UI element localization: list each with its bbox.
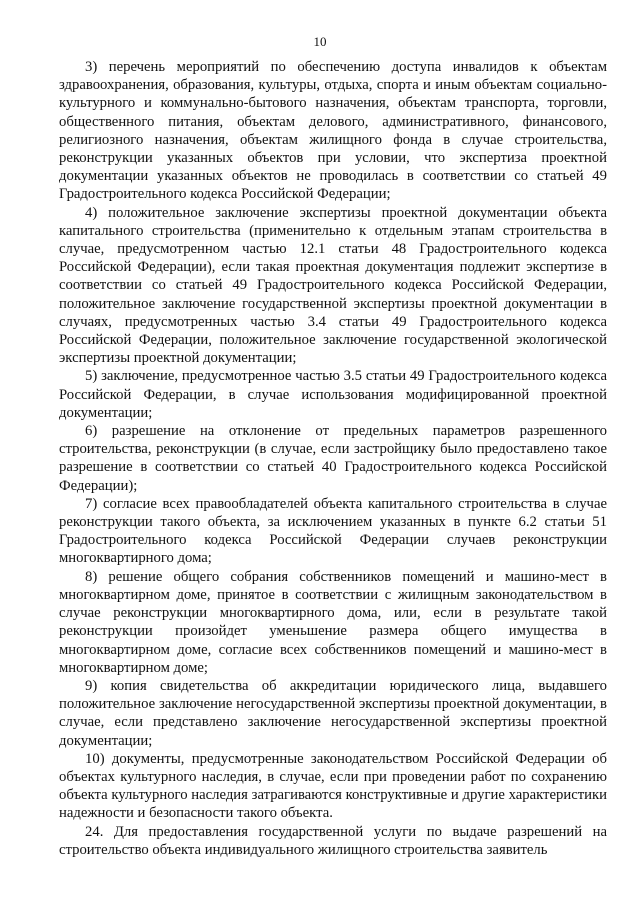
- document-body: [59, 58, 607, 859]
- paragraph-item-4: 4) положительное заключение экспертизы проектной документации объекта капитального строительства (применительно к отдельным этапам строительства в случае, предусмотренном частью 12.1 статьи 48 Градостроительного кодекса Российской Федерации), если такая проектная документация подлежит экспертизе в соответствии со статьей 49 Градостроительного кодекса Российской Федерации, положительное заключение государственной экспертизы проектной документации в случаях, предусмотренных частью 3.4 статьи 49 Градостроительного кодекса Российской Федерации, положительное заключение государственной экологической экспертизы проектной документации;: [59, 204, 607, 367]
- paragraph-item-3: 3) перечень мероприятий по обеспечению доступа инвалидов к объектам здравоохранения, образования, культуры, отдыха, спорта и иным объектам социально-культурного и коммунально-бытового назначения, объектам транспорта, торговли, общественного питания, объектам делового, административного, финансового, религиозного назначения, объектам жилищного фонда в случае строительства, реконструкции указанных объектов при условии, что экспертиза проектной документации указанных объектов не проводилась в соответствии со статьей 49 Градостроительного кодекса Российской Федерации;: [59, 59, 607, 203]
- paragraph-item-6: 6) разрешение на отклонение от предельных параметров разрешенного строительства, реконструкции (в случае, если застройщику было предоставлено такое разрешение в соответствии со статьей 40 Градостроительного кодекса Российской Федерации);: [59, 423, 607, 494]
- paragraph-clause-24: 24. Для предоставления государственной услуги по выдаче разрешений на строительство объекта индивидуального жилищного строительства заявитель: [59, 823, 607, 858]
- paragraph-item-10: 10) документы, предусмотренные законодательством Российской Федерации об объектах культурного наследия, в случае, если при проведении работ по сохранению объекта культурного наследия затрагиваются конструктивные и другие характеристики надежности и безопасности такого объекта.: [59, 750, 607, 822]
- paragraph-item-9: 9) копия свидетельства об аккредитации юридического лица, выдавшего положительное заключение негосударственной экспертизы проектной документации, в случае, если представлено заключение негосударственной экспертизы проектной документации;: [59, 677, 607, 749]
- paragraph-item-5: 5) заключение, предусмотренное частью 3.5 статьи 49 Градостроительного кодекса Российской Федерации, в случае использования модифицированной проектной документации;: [59, 368, 607, 421]
- paragraph-item-8: 8) решение общего собрания собственников помещений и машино-мест в многоквартирном доме, принятое в соответствии с жилищным законодательством в случае реконструкции многоквартирного дома, или, если в результате такой реконструкции произойдет уменьшение размера общего имущества в многоквартирном доме, согласие всех собственников помещений и машино-мест в многоквартирном доме;: [59, 568, 607, 676]
- paragraph-item-7: 7) согласие всех правообладателей объекта капитального строительства в случае реконструкции такого объекта, за исключением указанных в пункте 6.2 статьи 51 Градостроительного кодекса Российской Федерации случаев реконструкции многоквартирного дома;: [59, 495, 607, 567]
- page-number: 10: [313, 34, 327, 49]
